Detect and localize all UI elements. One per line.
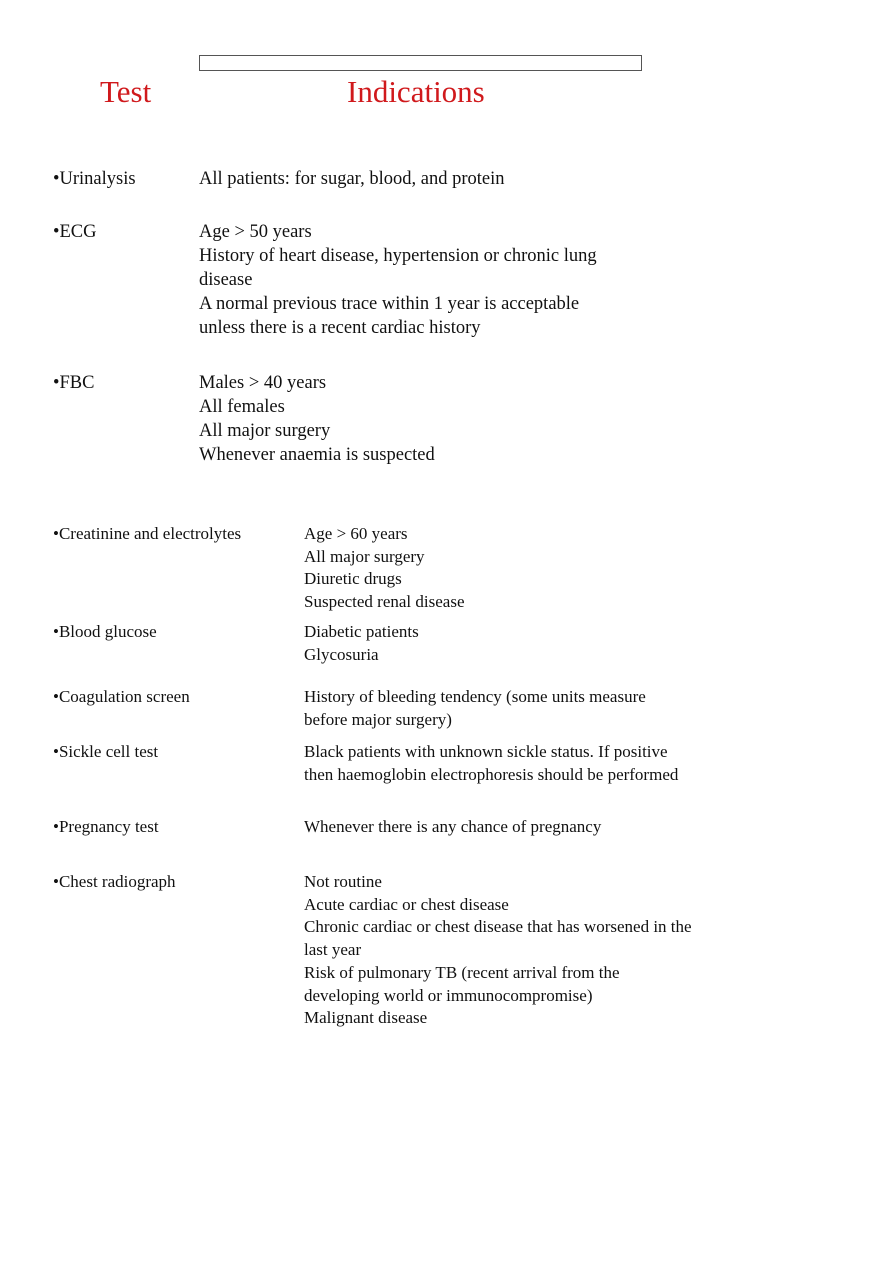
indication-line: disease xyxy=(199,270,253,290)
test-sickle-cell: •Sickle cell test xyxy=(53,742,159,761)
indication-line: All major surgery xyxy=(199,421,331,441)
test-creatinine-electrolytes: •Creatinine and electrolytes xyxy=(53,524,242,543)
indications-creatinine-electrolytes xyxy=(304,523,465,614)
indication-line: All females xyxy=(199,397,285,417)
test-ecg: •ECG xyxy=(53,222,97,242)
test-urinalysis: •Urinalysis xyxy=(53,169,136,189)
column-header-indications: Indications xyxy=(347,74,485,109)
indication-line: Risk of pulmonary TB (recent arrival from the xyxy=(304,962,620,982)
indication-line: Age > 60 years xyxy=(304,524,408,543)
test-blood-glucose: •Blood glucose xyxy=(53,622,157,641)
indication-line: Suspected renal disease xyxy=(304,592,465,612)
indication-line: Age > 50 years xyxy=(199,222,312,242)
indication-line: Diabetic patients xyxy=(304,622,419,641)
indication-line: Black patients with unknown sickle status. If positive xyxy=(304,742,668,761)
indications-fbc xyxy=(199,371,435,467)
indication-line: Not routine xyxy=(304,872,382,891)
indications-sickle-cell xyxy=(304,741,678,786)
test-coagulation-screen: •Coagulation screen xyxy=(53,687,190,706)
test-pregnancy: •Pregnancy test xyxy=(53,817,159,836)
test-chest-radiograph: •Chest radiograph xyxy=(53,872,176,891)
indications-coagulation-screen xyxy=(304,686,646,731)
indication-line: Whenever anaemia is suspected xyxy=(199,445,435,465)
indication-line: before major surgery) xyxy=(304,709,452,729)
column-header-test: Test xyxy=(100,74,152,109)
indication-line: then haemoglobin electrophoresis should be performed xyxy=(304,764,679,784)
test-fbc: •FBC xyxy=(53,373,95,393)
indication-line: Diuretic drugs xyxy=(304,569,402,589)
indication-line: History of heart disease, hypertension or chronic lung xyxy=(199,246,597,266)
indication-line: Acute cardiac or chest disease xyxy=(304,894,509,914)
indication-line: Males > 40 years xyxy=(199,373,327,393)
indication-line: developing world or immunocompromise) xyxy=(304,985,593,1005)
indications-chest-radiograph xyxy=(304,871,692,1030)
indication-line: History of bleeding tendency (some units measure xyxy=(304,687,646,706)
indication-line: Glycosuria xyxy=(304,644,379,664)
indication-line: Malignant disease xyxy=(304,1008,428,1028)
indications-urinalysis xyxy=(199,167,504,191)
indications-blood-glucose xyxy=(304,621,419,666)
indication-line: unless there is a recent cardiac history xyxy=(199,318,481,338)
indications-ecg xyxy=(199,220,597,340)
indication-line: All major surgery xyxy=(304,546,425,566)
indication-line: last year xyxy=(304,940,362,960)
indications-pregnancy xyxy=(304,816,601,839)
indication-line: All patients: for sugar, blood, and protein xyxy=(199,169,505,189)
indication-line: Chronic cardiac or chest disease that has worsened in the xyxy=(304,917,692,937)
indication-line: Whenever there is any chance of pregnancy xyxy=(304,817,602,836)
indication-line: A normal previous trace within 1 year is acceptable xyxy=(199,294,580,314)
header-box xyxy=(199,55,642,71)
